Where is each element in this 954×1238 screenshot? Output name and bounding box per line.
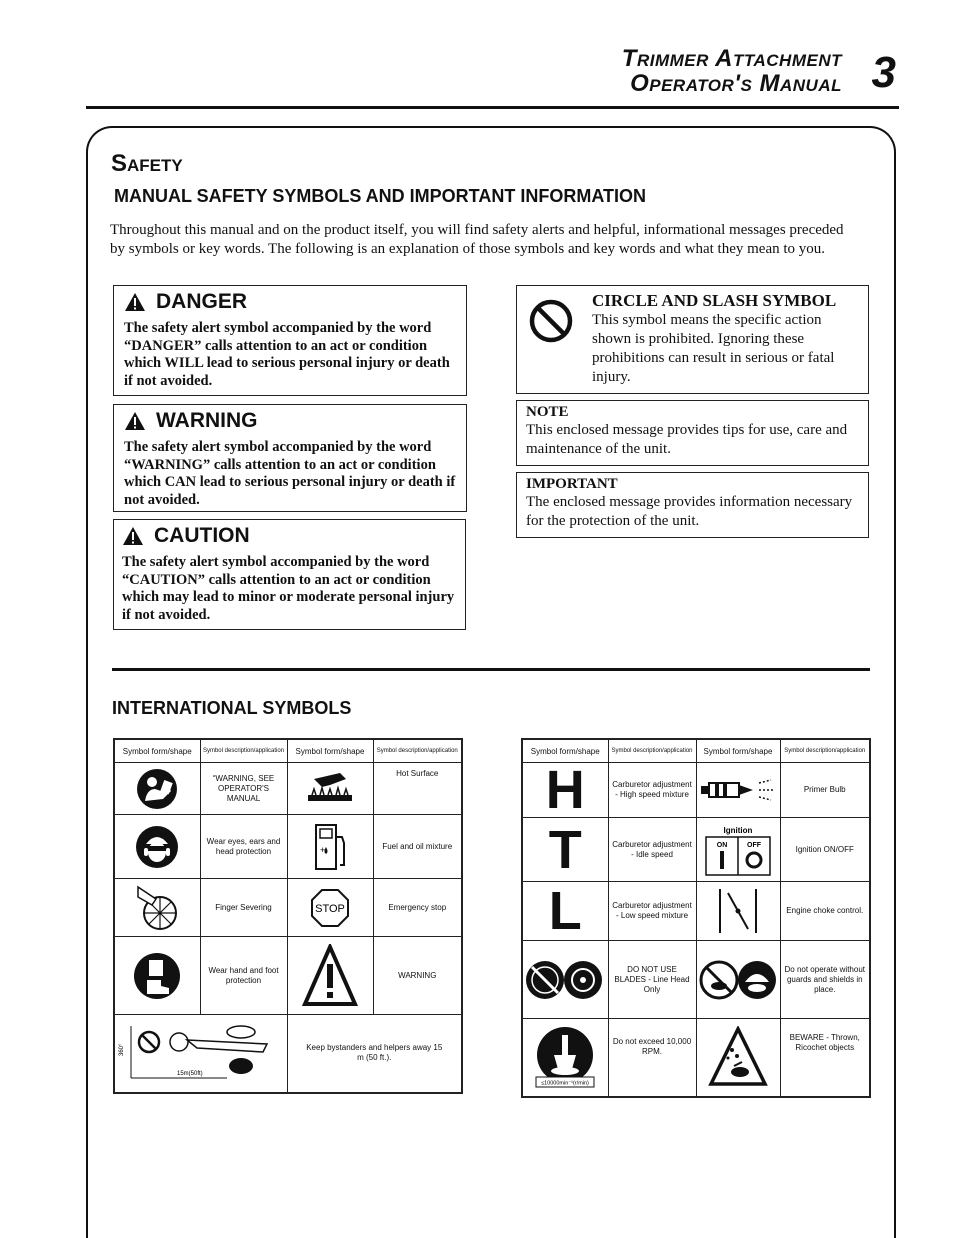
table-row: [522, 763, 870, 818]
low-speed-letter-icon: L: [522, 882, 608, 941]
ignition-switch-icon: [696, 818, 780, 882]
table-row: [522, 818, 870, 882]
manual-title: [622, 46, 842, 96]
distance-label: 15m(50ft): [177, 1071, 203, 1078]
caution-heading: [122, 524, 457, 548]
header-desc: Symbol description/application: [200, 739, 287, 763]
symbol-description: Carburetor adjustment - Idle speed: [608, 818, 696, 882]
symbol-description: WARNING: [373, 937, 462, 1015]
safety-alert-icon: [122, 526, 144, 546]
danger-title: DANGER: [156, 290, 248, 313]
header-rule: [86, 106, 899, 109]
circle-slash-title: CIRCLE AND SLASH SYMBOL: [592, 291, 837, 310]
international-symbols-title: INTERNATIONAL SYMBOLS: [112, 698, 352, 718]
symbol-description: Wear eyes, ears and head protection: [200, 815, 287, 879]
symbol-description: Do not operate without guards and shields in place.: [780, 941, 870, 1019]
warning-box: [113, 404, 467, 512]
symbol-description: Ignition ON/OFF: [780, 818, 870, 882]
head-protection-icon: [114, 815, 200, 879]
table-row: [114, 879, 462, 937]
right-symbol-table: [521, 738, 871, 1098]
stop-sign-label: STOP: [315, 902, 345, 915]
symbol-description: DO NOT USE BLADES - Line Head Only: [608, 941, 696, 1019]
manual-title-line2: Operator's Manual: [630, 70, 842, 97]
warning-title: WARNING: [156, 409, 258, 432]
rpm-label: ≤10000min⁻¹(r/min): [541, 1080, 590, 1087]
header-desc: Symbol description/application: [608, 739, 696, 763]
caution-text: The safety alert symbol accompanied by the word “CAUTION” calls attention to an act or condition which may lead to minor or moderate personal injury if not avoided.: [122, 554, 455, 623]
header-desc: Symbol description/application: [780, 739, 870, 763]
table-row: [522, 1019, 870, 1097]
hot-surface-icon: [287, 763, 373, 815]
warning-triangle-icon: [287, 937, 373, 1015]
max-rpm-icon: [522, 1019, 608, 1097]
danger-heading: [124, 290, 456, 314]
warning-text: The safety alert symbol accompanied by the word “WARNING” calls attention to an act or condition which CAN lead to serious personal injury or death if not avoided.: [124, 439, 456, 508]
intro-paragraph: Throughout this manual and on the product itself, you will find safety alerts and helpful, informational messages preceded by symbols or key words. The following is an explanation of those symbols and key words and what they mean to you.: [110, 222, 844, 257]
caution-title: CAUTION: [154, 524, 250, 547]
danger-text: The safety alert symbol accompanied by the word “DANGER” calls attention to an act or condition which WILL lead to serious personal injury or death if not avoided.: [124, 320, 450, 389]
ignition-off-label: OFF: [747, 841, 761, 849]
important-text: The enclosed message provides information necessary for the protection of the unit.: [526, 494, 853, 529]
choke-icon: [696, 882, 780, 941]
thrown-objects-icon: [696, 1019, 780, 1097]
symbol-description: Keep bystanders and helpers away 15 m (50 ft.).: [287, 1015, 462, 1093]
warning-heading: [124, 409, 456, 433]
keep-bystanders-icon: [114, 1015, 287, 1093]
symbol-description: Fuel and oil mixture: [373, 815, 462, 879]
table-row: [114, 763, 462, 815]
symbol-description: Wear hand and foot protection: [200, 937, 287, 1015]
page-number: 3: [871, 48, 896, 97]
header-desc: Symbol description/application: [373, 739, 462, 763]
symbol-description: BEWARE - Thrown, Ricochet objects: [780, 1019, 870, 1097]
table-row: [114, 937, 462, 1015]
hand-foot-protection-icon: [114, 937, 200, 1015]
symbol-description: Engine choke control.: [780, 882, 870, 941]
header-form: Symbol form/shape: [114, 739, 200, 763]
safety-alert-icon: [124, 292, 146, 312]
finger-severing-icon: [114, 879, 200, 937]
fuel-pump-icon: [287, 815, 373, 879]
section-divider: [112, 668, 870, 671]
no-blades-icon: [522, 941, 608, 1019]
safety-alert-icon: [124, 411, 146, 431]
manual-title-line1: Trimmer Attachment: [621, 45, 842, 72]
ignition-on-label: ON: [716, 841, 728, 849]
table-row: [114, 1015, 462, 1093]
symbol-description: Primer Bulb: [780, 763, 870, 818]
table-row: [522, 941, 870, 1019]
symbol-description: “WARNING, SEE OPERATOR'S MANUAL: [200, 763, 287, 815]
high-speed-letter-icon: H: [522, 763, 608, 818]
circle-slash-text: This symbol means the specific action shown is prohibited. Ignoring these prohibitions can result in serious or fatal injury.: [592, 312, 835, 385]
note-title: NOTE: [526, 404, 569, 420]
symbol-description: Finger Severing: [200, 879, 287, 937]
circle-slash-icon: [528, 298, 574, 344]
section-subtitle: MANUAL SAFETY SYMBOLS AND IMPORTANT INFORMATION: [114, 186, 646, 206]
svg-text:+: +: [320, 844, 326, 855]
symbol-description: Hot Surface: [373, 763, 462, 815]
header-form: Symbol form/shape: [522, 739, 608, 763]
table-row: [522, 882, 870, 941]
danger-box: [113, 285, 467, 396]
header-form: Symbol form/shape: [696, 739, 780, 763]
idle-speed-letter-icon: T: [522, 818, 608, 882]
symbol-description: Carburetor adjustment - High speed mixture: [608, 763, 696, 818]
symbol-description: Carburetor adjustment - Low speed mixture: [608, 882, 696, 941]
symbol-description: Emergency stop: [373, 879, 462, 937]
left-symbol-table: [113, 738, 463, 1094]
guards-required-icon: [696, 941, 780, 1019]
read-manual-icon: [114, 763, 200, 815]
table-row: [114, 815, 462, 879]
important-title: IMPORTANT: [526, 476, 618, 492]
note-text: This enclosed message provides tips for use, care and maintenance of the unit.: [526, 422, 848, 457]
ignition-label: Ignition: [723, 825, 753, 835]
circle-slash-box: [516, 285, 869, 394]
section-title: Safety: [111, 150, 183, 177]
caution-box: [113, 519, 466, 630]
note-box: [516, 400, 869, 466]
angle-label: 360°: [119, 1043, 125, 1057]
primer-bulb-icon: [696, 763, 780, 818]
important-box: [516, 472, 869, 538]
stop-sign-icon: [287, 879, 373, 937]
header-form: Symbol form/shape: [287, 739, 373, 763]
symbol-description: Do not exceed 10,000 RPM.: [608, 1019, 696, 1097]
